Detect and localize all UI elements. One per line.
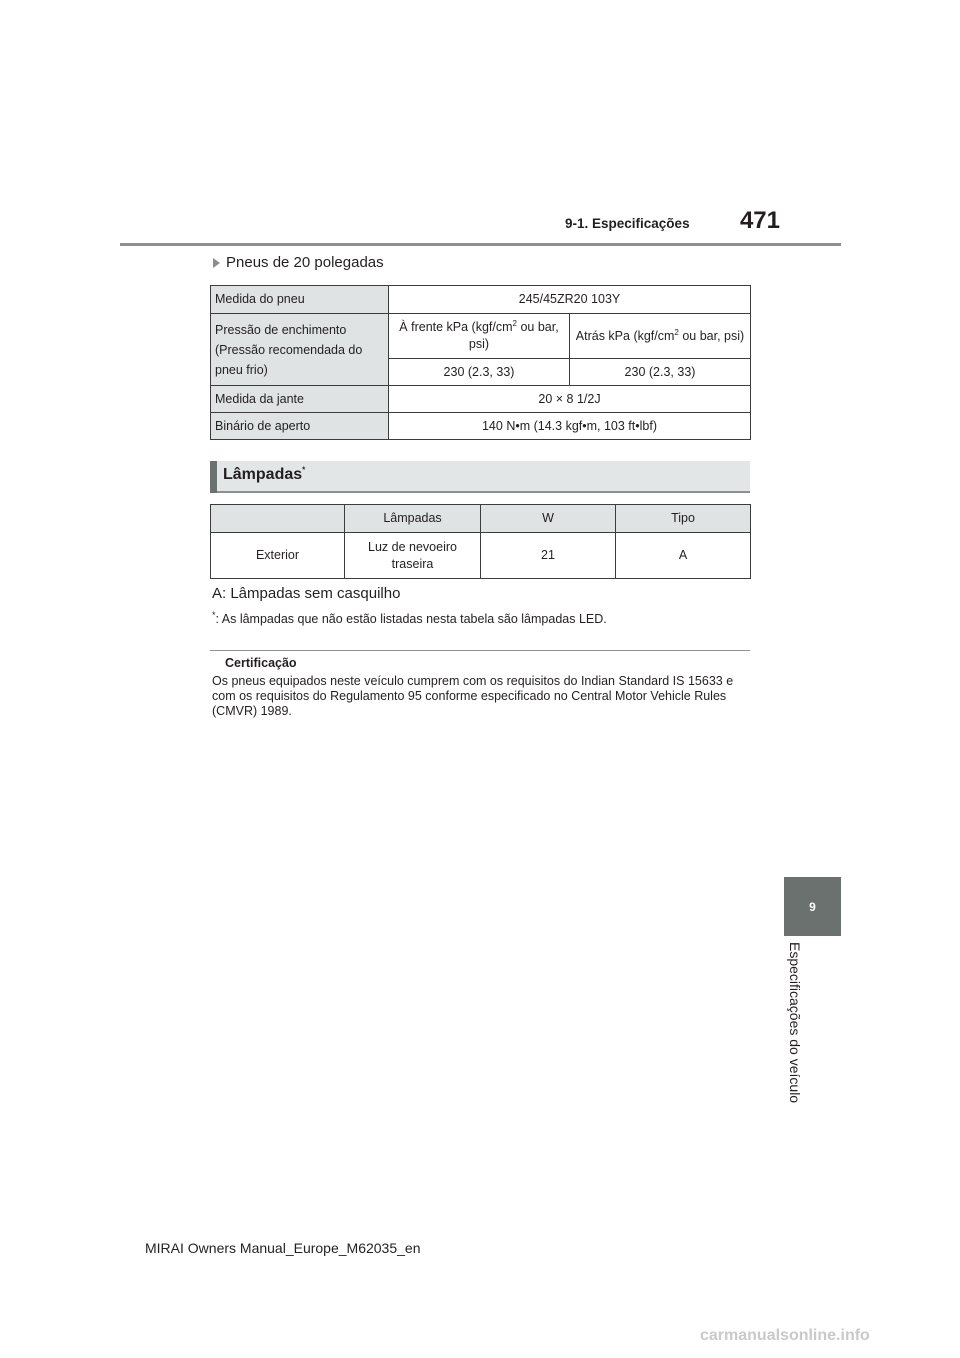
certification-divider: [210, 650, 750, 651]
page-number: 471: [739, 207, 780, 234]
front-pressure-header: À frente kPa ($kgf/cm^2$ ou bar, psi): [389, 314, 570, 359]
lamp-table-empty-header: [211, 505, 345, 533]
header-divider: [120, 243, 841, 246]
table-header-row: [211, 505, 751, 533]
chapter-tab: 9: [784, 877, 841, 936]
table-row: [211, 413, 751, 440]
tire-size-value: 245/45ZR20 103Y: [389, 286, 751, 314]
table-row: [211, 314, 751, 359]
watermark: carmanualsonline.info: [700, 1327, 870, 1344]
tires-20-subheading-text: Pneus de 20 polegadas: [226, 254, 384, 271]
heading-accent-bar: [210, 461, 217, 493]
lamp-name: Luz de nevoeiro traseira: [345, 533, 481, 579]
lamp-watts: 21: [481, 533, 616, 579]
inflation-pressure-label: Pressão de enchimento (Pressão recomendada do pneu frio): [211, 314, 389, 386]
lamps-heading-text: Lâmpadas*: [223, 465, 306, 483]
torque-label: Binário de aperto: [211, 413, 389, 440]
lamp-table: [210, 504, 751, 579]
tire-spec-table: [210, 285, 751, 440]
section-heading: 9-1. Especificações: [565, 216, 690, 231]
lamp-col-header: Lâmpadas: [345, 505, 481, 533]
lamp-group: Exterior: [211, 533, 345, 579]
lamp-type-note: A: Lâmpadas sem casquilho: [212, 585, 401, 602]
lamp-type: A: [616, 533, 751, 579]
lamp-footnote: *: As lâmpadas que não estão listadas nesta tabela são lâmpadas LED.: [212, 609, 607, 626]
triangle-bullet-icon: [213, 258, 220, 268]
wheel-size-value: 20 × 8 1/2J: [389, 386, 751, 413]
rear-pressure-value: 230 (2.3, 33): [570, 359, 751, 386]
tire-size-label: Medida do pneu: [211, 286, 389, 314]
watt-col-header: W: [481, 505, 616, 533]
wheel-size-label: Medida da jante: [211, 386, 389, 413]
chapter-side-label: Especificações do veículo: [787, 942, 803, 1104]
table-row: [211, 386, 751, 413]
type-col-header: Tipo: [616, 505, 751, 533]
page-footer: MIRAI Owners Manual_Europe_M62035_en: [145, 1240, 421, 1256]
rear-pressure-header: Atrás kPa ($kgf/cm^2$ ou bar, psi): [570, 314, 751, 359]
front-pressure-value: 230 (2.3, 33): [389, 359, 570, 386]
lamps-section-heading: [210, 461, 750, 493]
certification-title: Certificação: [225, 656, 297, 670]
torque-value: 140 N•m (14.3 kgf•m, 103 ft•lbf): [389, 413, 751, 440]
certification-body: Os pneus equipados neste veículo cumprem com os requisitos do Indian Standard IS 15633 e com os requisitos do Regulamento 95 conforme especificado no Central Motor Vehicle Rules (CMVR) 1989.: [212, 674, 734, 718]
table-row: [211, 286, 751, 314]
tires-20-subheading: [213, 254, 384, 271]
table-row: [211, 533, 751, 579]
